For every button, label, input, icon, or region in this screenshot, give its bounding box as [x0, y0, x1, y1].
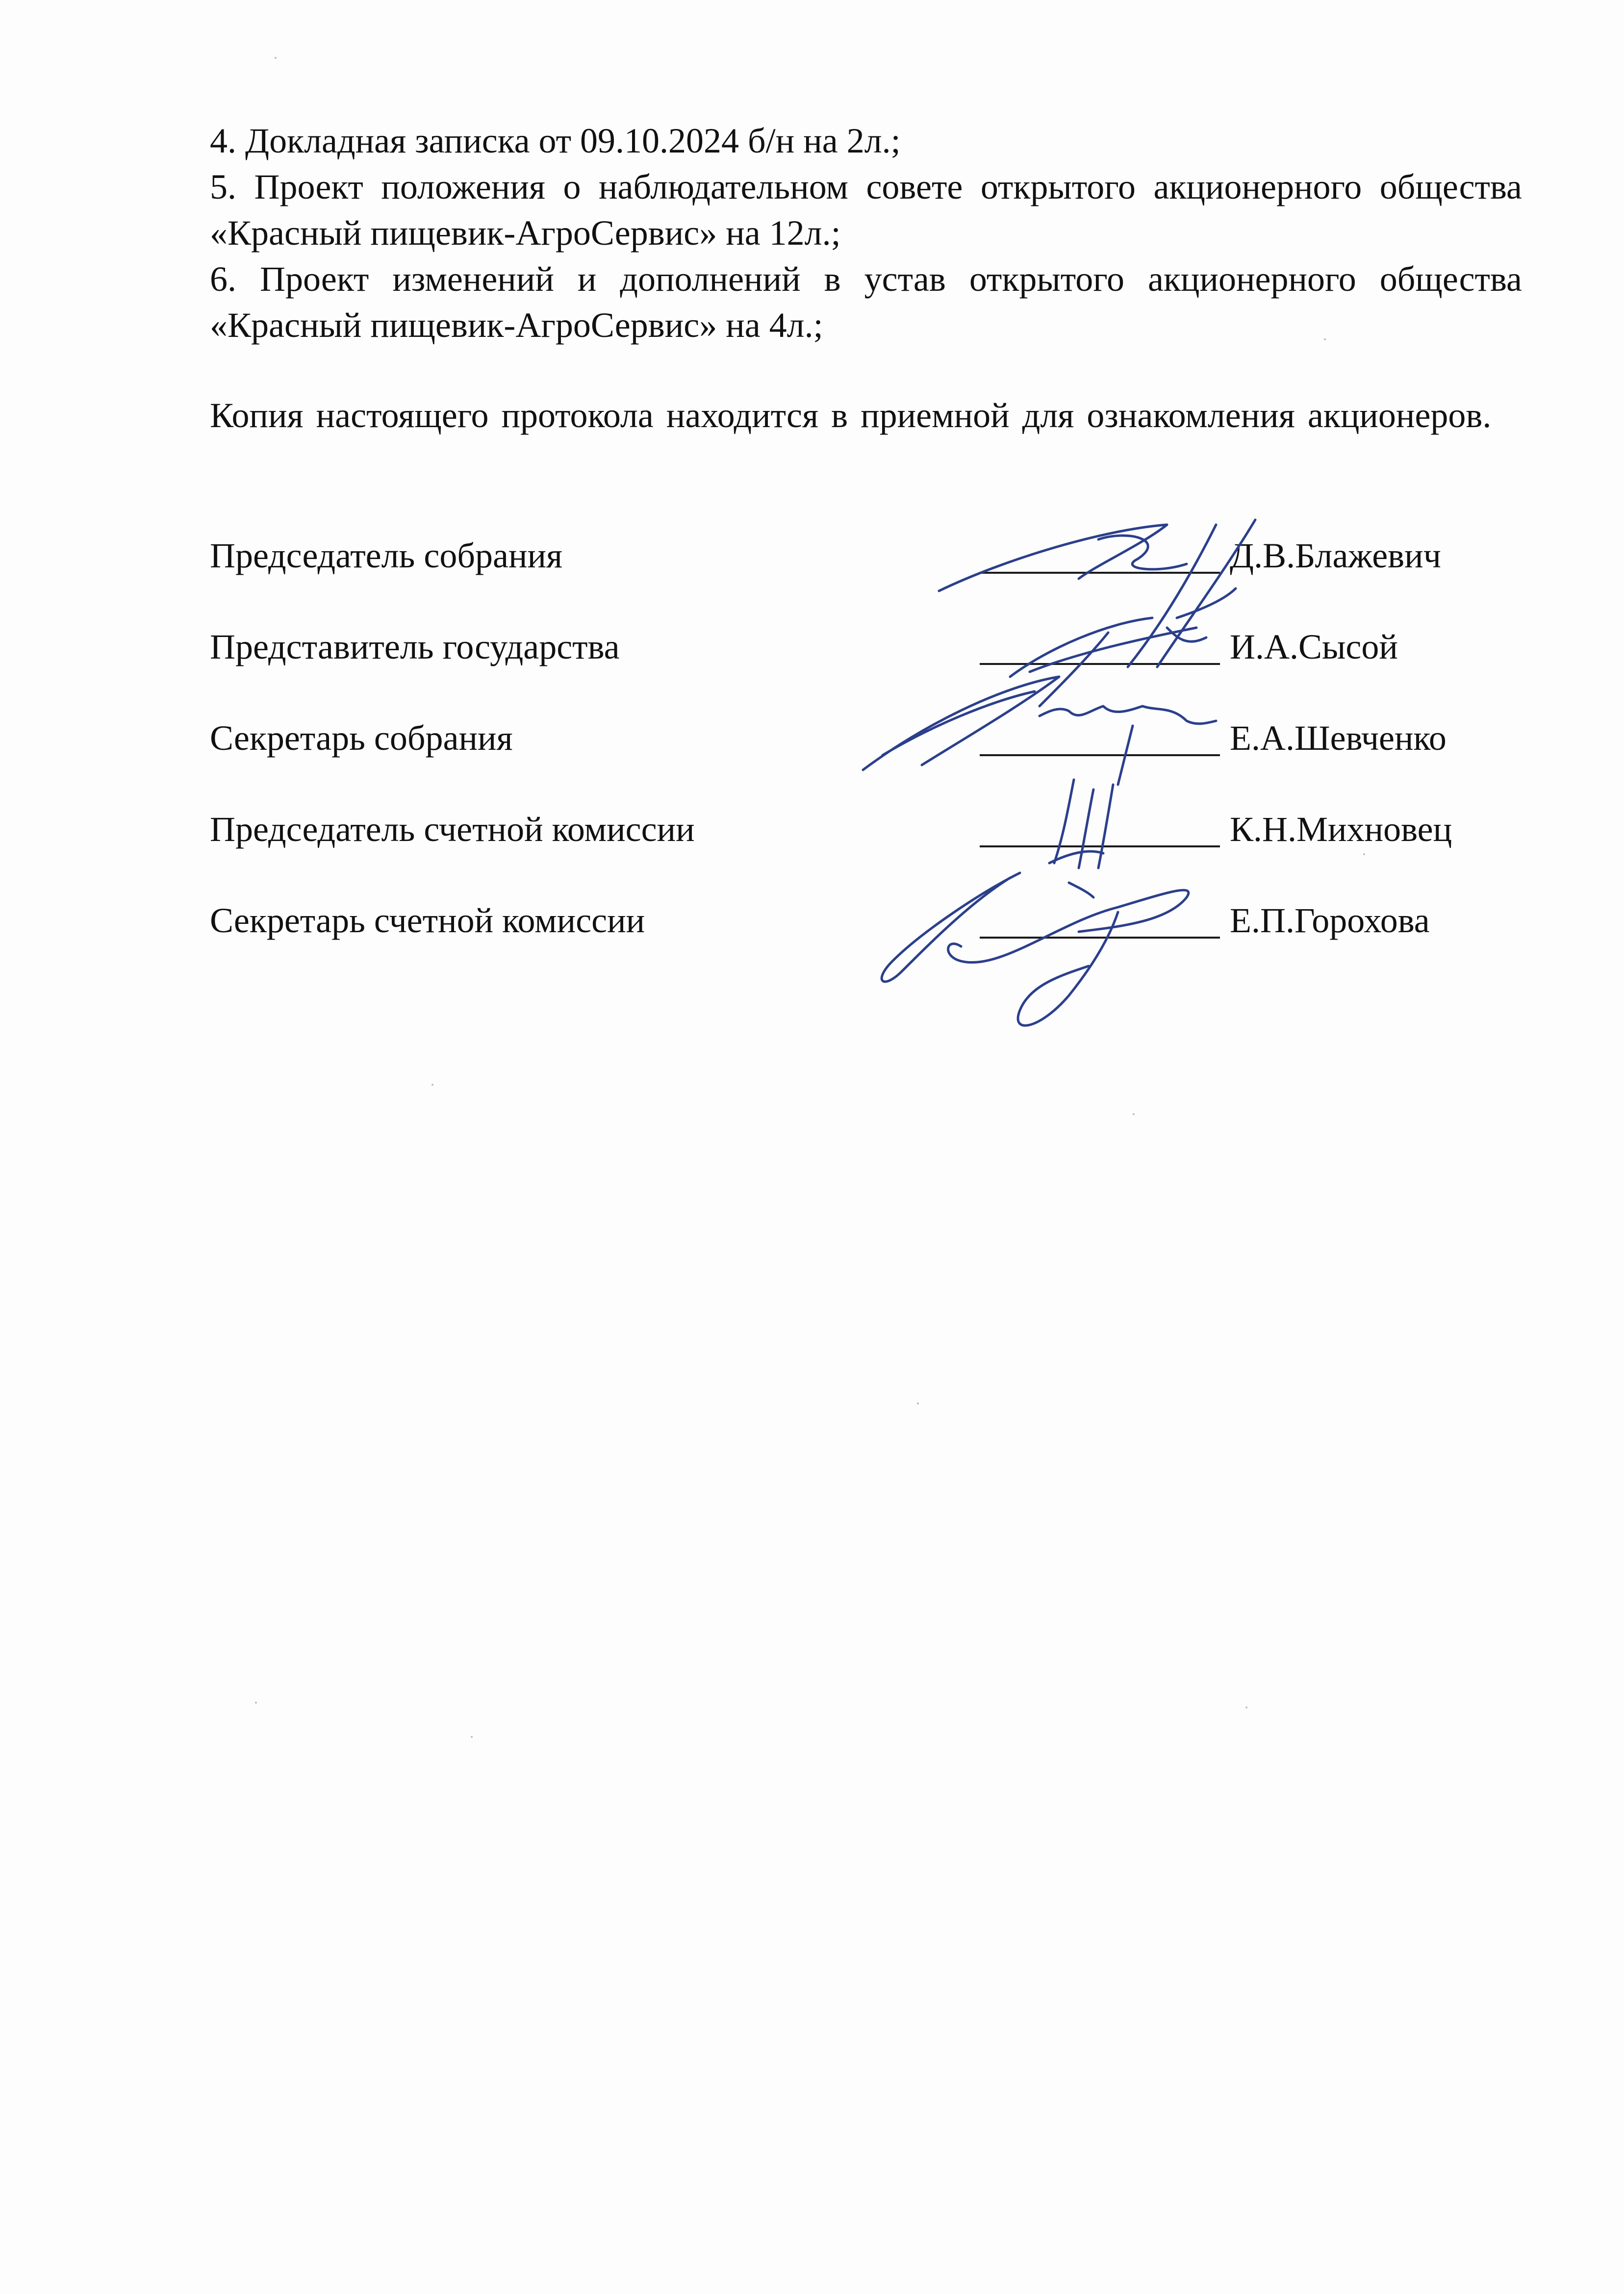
signature-line — [980, 845, 1220, 847]
signature-line — [980, 572, 1220, 574]
protocol-copy-note — [210, 392, 1522, 438]
signature-line — [980, 663, 1220, 665]
signatory-name: Д.В.Блажевич — [1230, 536, 1441, 575]
signatory-role: Председатель счетной комиссии — [210, 810, 695, 849]
signatory-role: Секретарь собрания — [210, 718, 513, 758]
signature-row-counting-chairman — [210, 806, 1534, 855]
signature-row-counting-secretary — [210, 897, 1534, 946]
protocol-copy-note-text: Копия настоящего протокола находится в приемной для ознакомления акционеров. — [210, 396, 1492, 435]
signature-row-chairman — [210, 533, 1534, 582]
attachment-item-6: 6. Проект изменений и дополнений в устав открытого акционерного общества «Красный пищевик-АгроСервис» на 4л.; — [210, 259, 1522, 345]
attachment-item-5: 5. Проект положения о наблюдательном совете открытого акционерного общества «Красный пищевик-АгроСервис» на 12л.; — [210, 167, 1522, 253]
attachment-item-4: 4. Докладная записка от 09.10.2024 б/н на 2л.; — [210, 121, 901, 160]
signature-line — [980, 754, 1220, 756]
attachments-list — [210, 118, 1522, 348]
signatory-role: Секретарь счетной комиссии — [210, 901, 645, 940]
signature-row-secretary — [210, 715, 1534, 764]
signature-line — [980, 937, 1220, 939]
signatory-role: Представитель государства — [210, 627, 620, 666]
signature-row-state-representative — [210, 624, 1534, 673]
signatory-name: Е.П.Горохова — [1230, 901, 1430, 940]
signatory-name: Е.А.Шевченко — [1230, 718, 1446, 758]
signatory-name: К.Н.Михновец — [1230, 810, 1452, 849]
signatory-name: И.А.Сысой — [1230, 627, 1398, 666]
signatory-role: Председатель собрания — [210, 536, 563, 575]
